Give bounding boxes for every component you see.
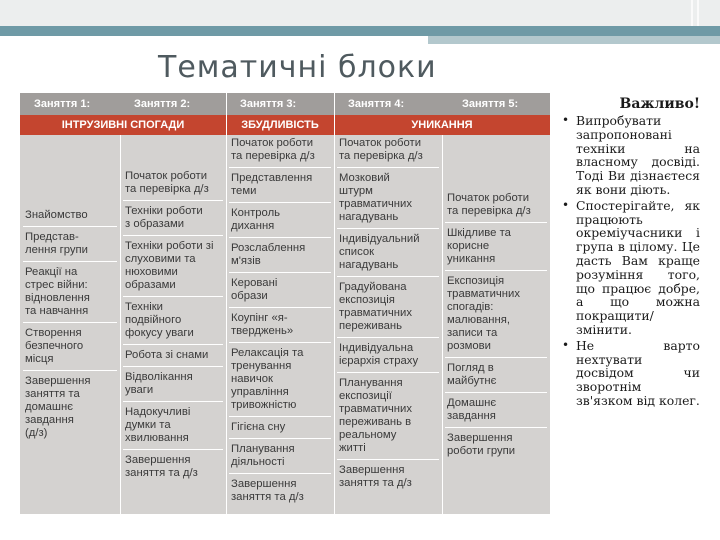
cell-text-line: Індивідуальна bbox=[339, 342, 414, 354]
table-cell-item bbox=[20, 375, 120, 440]
table-cell-item bbox=[120, 205, 226, 231]
table-cell-item bbox=[20, 266, 120, 318]
table-cell-item bbox=[442, 192, 550, 218]
session-5-column bbox=[442, 135, 550, 514]
cell-text-line: майбутнє bbox=[447, 374, 497, 387]
table-cell-item bbox=[226, 277, 334, 303]
cell-separator bbox=[123, 200, 223, 201]
cell-text-line: Створення bbox=[25, 327, 82, 339]
cell-separator bbox=[445, 392, 547, 393]
cell-text-line: Домашнє bbox=[447, 396, 497, 409]
table-cell-item bbox=[334, 342, 442, 368]
corner-decor-lines bbox=[686, 0, 720, 26]
cell-separator bbox=[445, 427, 547, 428]
table-cell-item bbox=[20, 327, 120, 366]
cell-text-line: Розслаблення bbox=[231, 242, 306, 254]
cell-text-line: Мозковий bbox=[339, 172, 390, 184]
cell-text-line: малювання, bbox=[447, 313, 511, 326]
table-cell-item bbox=[334, 281, 442, 333]
top-teal-band bbox=[0, 26, 720, 36]
cell-text-line: завдання bbox=[447, 409, 496, 422]
table-cell-item bbox=[226, 421, 334, 434]
cell-text-line: список bbox=[339, 246, 375, 258]
cell-text-line: Релаксація та bbox=[231, 347, 304, 359]
table-cell-item bbox=[442, 432, 550, 458]
cell-separator bbox=[229, 167, 331, 168]
cell-text-line: (д/з) bbox=[25, 427, 48, 439]
table-cell-item bbox=[120, 301, 226, 340]
table-cell-item bbox=[226, 242, 334, 268]
cell-text-line: та перевірка д/з bbox=[231, 150, 315, 162]
table-cell-item bbox=[226, 443, 334, 469]
column-divider bbox=[442, 135, 443, 514]
table-category-row bbox=[20, 115, 550, 135]
column-divider bbox=[120, 135, 121, 514]
cell-text-line: записи та bbox=[447, 326, 498, 339]
table-cell-item bbox=[334, 233, 442, 272]
cell-text-line: переживань в bbox=[339, 416, 412, 428]
important-notes bbox=[562, 96, 700, 410]
cell-text-line: нагадувань bbox=[339, 259, 399, 271]
table-cell-item bbox=[442, 397, 550, 423]
sessions-table bbox=[20, 93, 550, 514]
cell-text-line: Градуйована bbox=[339, 281, 407, 293]
cell-separator bbox=[445, 222, 547, 223]
cell-text-line: фокусу уваги bbox=[125, 326, 194, 339]
cell-text-line: травматичних bbox=[339, 403, 412, 415]
category-avoidance: УНИКАННЯ bbox=[411, 119, 473, 131]
cell-text-line: Початок роботи bbox=[125, 169, 208, 182]
cell-text-line: заняття та bbox=[25, 388, 80, 400]
cell-text-line: травматичних bbox=[447, 287, 520, 300]
cell-text-line: нюховими bbox=[125, 265, 178, 278]
cell-text-line: Початок роботи bbox=[231, 137, 314, 149]
cell-text-line: Техніки роботи зі bbox=[125, 239, 214, 252]
table-cell-item bbox=[226, 137, 334, 163]
cell-text-line: Початок роботи bbox=[447, 191, 530, 204]
table-cell-item bbox=[120, 406, 226, 445]
table-cell-item bbox=[120, 240, 226, 292]
cell-separator bbox=[229, 272, 331, 273]
cell-text-line: заняття та д/з bbox=[339, 477, 412, 489]
cell-text-line: Реакції на bbox=[25, 266, 78, 278]
cell-text-line: Представлення bbox=[231, 172, 313, 184]
cell-separator bbox=[123, 344, 223, 345]
cell-text-line: та перевірка д/з bbox=[447, 204, 531, 217]
cell-text-line: Планування bbox=[231, 443, 295, 455]
cell-separator bbox=[23, 261, 117, 262]
cell-text-line: Завершення bbox=[125, 453, 191, 466]
cell-separator bbox=[123, 296, 223, 297]
cell-separator bbox=[337, 372, 439, 373]
cell-text-line: навичок bbox=[231, 373, 273, 385]
cell-separator bbox=[23, 322, 117, 323]
bullet-icon: • bbox=[562, 113, 570, 127]
notes-title: Важливо! bbox=[619, 96, 700, 112]
table-cell-item bbox=[120, 454, 226, 480]
cell-text-line: нагадувань bbox=[339, 211, 399, 223]
header-session-4: Заняття 4: bbox=[348, 98, 405, 110]
cell-text-line: тривожністю bbox=[231, 399, 297, 411]
session-3-column bbox=[226, 135, 334, 514]
table-cell-item bbox=[334, 137, 442, 163]
cell-separator bbox=[123, 449, 223, 450]
cell-text-line: Робота зі снами bbox=[125, 348, 209, 361]
cell-text-line: Погляд в bbox=[447, 361, 494, 374]
cell-text-line: дихання bbox=[231, 220, 275, 232]
cell-text-line: місця bbox=[25, 353, 54, 365]
cell-separator bbox=[123, 235, 223, 236]
cell-text-line: Завершення bbox=[231, 478, 297, 490]
cell-text-line: житті bbox=[339, 442, 366, 454]
cell-separator bbox=[337, 276, 439, 277]
cell-text-line: теми bbox=[231, 185, 257, 197]
table-cell-item bbox=[442, 362, 550, 388]
table-cell-item bbox=[442, 227, 550, 266]
cell-text-line: переживань bbox=[339, 320, 402, 332]
table-cell-item bbox=[226, 172, 334, 198]
cell-text-line: тверджень» bbox=[231, 325, 294, 337]
cell-separator bbox=[229, 202, 331, 203]
cell-separator bbox=[23, 370, 117, 371]
cell-text-line: Представ- bbox=[25, 231, 79, 243]
note-item bbox=[562, 114, 700, 197]
cell-separator bbox=[123, 401, 223, 402]
table-cell-item bbox=[442, 275, 550, 353]
cell-text-line: Коупінг «я- bbox=[231, 312, 288, 324]
table-cell-item bbox=[226, 207, 334, 233]
cell-text-line: Гігієна сну bbox=[231, 421, 286, 433]
session-2-column bbox=[120, 135, 226, 514]
note-text: Спостерігайте, як працюють окреміучасники і група в цілому. Це дасть Вам краще розуміння того, що працює добре, а що можна покращити/ змінити. bbox=[576, 197, 700, 337]
cell-text-line: розмови bbox=[447, 339, 491, 352]
cell-text-line: ієрархія страху bbox=[339, 355, 419, 367]
cell-text-line: Шкідливе та bbox=[447, 226, 511, 239]
cell-separator bbox=[123, 366, 223, 367]
table-cell-item bbox=[120, 349, 226, 362]
cell-text-line: управління bbox=[231, 386, 289, 398]
cell-text-line: спогадів: bbox=[447, 300, 494, 313]
cell-separator bbox=[337, 167, 439, 168]
cell-text-line: Техніки bbox=[125, 300, 163, 313]
cell-text-line: Початок роботи bbox=[339, 137, 422, 149]
table-cell-item bbox=[20, 231, 120, 257]
cell-separator bbox=[445, 270, 547, 271]
cell-text-line: уваги bbox=[125, 383, 154, 396]
table-cell-item bbox=[120, 170, 226, 196]
cell-text-line: та перевірка д/з bbox=[125, 182, 209, 195]
table-cell-item bbox=[20, 209, 120, 222]
column-divider bbox=[226, 93, 227, 514]
note-text: Випробувати запропоновані техніки на власному досвіді. Тоді Ви дізнаєтеся як вони діють. bbox=[576, 113, 700, 197]
table-cell-item bbox=[334, 464, 442, 490]
cell-separator bbox=[23, 226, 117, 227]
cell-separator bbox=[229, 237, 331, 238]
cell-text-line: експозиція bbox=[339, 294, 395, 306]
cell-separator bbox=[229, 416, 331, 417]
note-item bbox=[562, 199, 700, 337]
cell-separator bbox=[229, 307, 331, 308]
cell-text-line: образи bbox=[231, 290, 268, 302]
cell-text-line: безпечного bbox=[25, 340, 84, 352]
cell-separator bbox=[229, 342, 331, 343]
cell-text-line: штурм bbox=[339, 185, 373, 197]
header-session-5: Заняття 5: bbox=[462, 98, 519, 110]
cell-separator bbox=[445, 357, 547, 358]
cell-text-line: Індивідуальний bbox=[339, 233, 420, 245]
header-session-1: Заняття 1: bbox=[34, 98, 91, 110]
top-decor-bar bbox=[0, 0, 720, 26]
cell-text-line: завдання bbox=[25, 414, 74, 426]
category-arousal: ЗБУДЛИВІСТЬ bbox=[241, 119, 319, 131]
cell-text-line: діяльності bbox=[231, 456, 285, 468]
cell-separator bbox=[337, 337, 439, 338]
cell-text-line: Техніки роботи bbox=[125, 204, 203, 217]
cell-text-line: Завершення bbox=[25, 375, 91, 387]
cell-text-line: слуховими та bbox=[125, 252, 196, 265]
table-cell-item bbox=[226, 312, 334, 338]
cell-text-line: Завершення bbox=[447, 431, 513, 444]
slide-title: Тематичні блоки bbox=[158, 50, 437, 85]
cell-text-line: Контроль bbox=[231, 207, 281, 219]
cell-text-line: м'язів bbox=[231, 255, 261, 267]
cell-text-line: експозиції bbox=[339, 390, 392, 402]
cell-text-line: відновлення bbox=[25, 292, 90, 304]
cell-text-line: Надокучливі bbox=[125, 405, 191, 418]
table-cell-item bbox=[120, 371, 226, 397]
category-intrusive: ІНТРУЗИВНІ СПОГАДИ bbox=[61, 119, 185, 131]
cell-separator bbox=[229, 438, 331, 439]
cell-text-line: з образами bbox=[125, 217, 185, 230]
cell-text-line: уникання bbox=[447, 252, 496, 265]
session-1-column bbox=[20, 135, 120, 514]
session-4-column bbox=[334, 135, 442, 514]
cell-text-line: Експозиція bbox=[447, 274, 505, 287]
top-accent-band bbox=[428, 36, 720, 44]
column-divider bbox=[334, 93, 335, 514]
cell-text-line: образами bbox=[125, 278, 176, 291]
cell-text-line: стрес війни: bbox=[25, 279, 88, 291]
bullet-icon: • bbox=[562, 337, 570, 352]
cell-separator bbox=[337, 459, 439, 460]
cell-text-line: домашнє bbox=[25, 401, 73, 413]
cell-separator bbox=[229, 473, 331, 474]
cell-text-line: корисне bbox=[447, 239, 490, 252]
cell-text-line: лення групи bbox=[25, 244, 88, 256]
cell-text-line: та навчання bbox=[25, 305, 89, 317]
header-session-3: Заняття 3: bbox=[240, 98, 297, 110]
table-cell-item bbox=[226, 347, 334, 412]
cell-text-line: травматичних bbox=[339, 307, 412, 319]
note-text: Не варто нехтувати досвідом чи зворотнім зв'язком від колег. bbox=[576, 337, 700, 408]
table-cell-item bbox=[334, 172, 442, 224]
table-header-row bbox=[20, 93, 550, 115]
cell-text-line: Відволікання bbox=[125, 370, 193, 383]
cell-text-line: хвилювання bbox=[125, 431, 189, 444]
cell-text-line: реальному bbox=[339, 429, 397, 441]
cell-separator bbox=[337, 228, 439, 229]
cell-text-line: роботи групи bbox=[447, 444, 516, 457]
note-item bbox=[562, 339, 700, 408]
cell-text-line: травматичних bbox=[339, 198, 412, 210]
table-cell-item bbox=[334, 377, 442, 455]
bullet-icon: • bbox=[562, 197, 570, 212]
cell-text-line: Планування bbox=[339, 377, 403, 389]
cell-text-line: Завершення bbox=[339, 464, 405, 476]
cell-text-line: Знайомство bbox=[25, 209, 88, 221]
cell-text-line: Керовані bbox=[231, 277, 278, 289]
table-cell-item bbox=[226, 478, 334, 504]
cell-text-line: тренування bbox=[231, 360, 292, 372]
cell-text-line: заняття та д/з bbox=[125, 466, 198, 479]
header-session-2: Заняття 2: bbox=[134, 98, 191, 110]
cell-text-line: подвійного bbox=[125, 313, 182, 326]
cell-text-line: та перевірка д/з bbox=[339, 150, 423, 162]
cell-text-line: заняття та д/з bbox=[231, 491, 304, 503]
cell-text-line: думки та bbox=[125, 418, 171, 431]
